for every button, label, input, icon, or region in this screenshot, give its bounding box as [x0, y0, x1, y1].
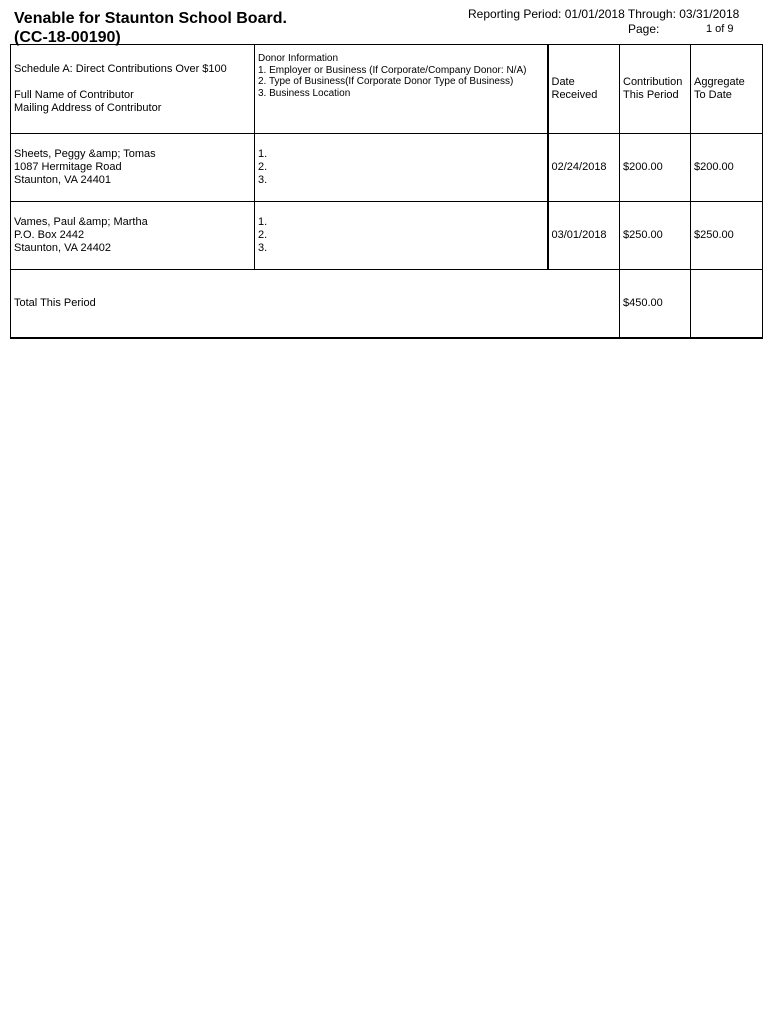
contributor-address-line1: P.O. Box 2442 [14, 229, 85, 241]
header-date-line1: Date [551, 76, 575, 88]
table-row [11, 202, 763, 270]
donor-employer: 1. [258, 216, 268, 228]
donor-info-title: Donor Information [258, 53, 339, 64]
committee-name: Venable for Staunton School Board. [14, 10, 287, 27]
aggregate-amount: $250.00 [691, 202, 763, 270]
schedule-a-table [10, 44, 763, 339]
donor-info-business-type: 2. Type of Business(If Corporate Donor Type of Business) [258, 76, 514, 87]
header-contributor [11, 45, 255, 134]
donor-info-cell [255, 202, 548, 270]
contributor-name: Sheets, Peggy &amp; Tomas [14, 148, 156, 160]
table-row [11, 134, 763, 202]
contributor-cell [11, 134, 255, 202]
header-date-line2: Received [551, 89, 598, 101]
donor-info-location: 3. Business Location [258, 87, 351, 99]
header-aggregate-line2: To Date [694, 89, 732, 101]
reporting-period: Reporting Period: 01/01/2018 Through: 03/31/2018 [468, 7, 740, 21]
donor-location: 3. [258, 174, 268, 186]
page-indicator [628, 22, 734, 36]
total-label: Total This Period [11, 270, 620, 339]
header-mailing-address: Mailing Address of Contributor [14, 102, 162, 114]
report-title [14, 9, 287, 47]
header-date-received [548, 45, 620, 134]
total-value: $450.00 [620, 270, 691, 339]
aggregate-amount: $200.00 [691, 134, 763, 202]
donor-info-cell [255, 134, 548, 202]
header-contrib-line2: This Period [623, 89, 679, 101]
contribution-amount: $200.00 [620, 134, 691, 202]
contributor-address-line1: 1087 Hermitage Road [14, 161, 122, 173]
contributor-cell [11, 202, 255, 270]
contributor-name: Vames, Paul &amp; Martha [14, 216, 148, 228]
total-row [11, 270, 763, 339]
schedule-title: Schedule A: Direct Contributions Over $100 [14, 63, 227, 75]
donor-employer: 1. [258, 148, 268, 160]
donor-business-type: 2. [258, 229, 268, 241]
table-header-row [11, 45, 763, 134]
donor-info-employer: 1. Employer or Business (If Corporate/Company Donor: N/A) [258, 64, 527, 76]
header-aggregate [691, 45, 763, 134]
contributor-address-line2: Staunton, VA 24401 [14, 174, 112, 186]
donor-business-type: 2. [258, 161, 268, 173]
committee-id: (CC-18-00190) [14, 29, 121, 46]
contribution-amount: $250.00 [620, 202, 691, 270]
header-contribution [620, 45, 691, 134]
donor-location: 3. [258, 242, 268, 254]
page-value: 1 of 9 [706, 23, 734, 35]
header-aggregate-line1: Aggregate [694, 76, 745, 88]
header-contrib-line1: Contribution [623, 76, 683, 88]
header-donor-info [255, 45, 548, 134]
contributor-address-line2: Staunton, VA 24402 [14, 242, 112, 254]
date-received: 02/24/2018 [548, 134, 620, 202]
header-full-name: Full Name of Contributor [14, 89, 134, 101]
page-label: Page: [628, 22, 660, 36]
date-received: 03/01/2018 [548, 202, 620, 270]
total-aggregate-empty [691, 270, 763, 339]
